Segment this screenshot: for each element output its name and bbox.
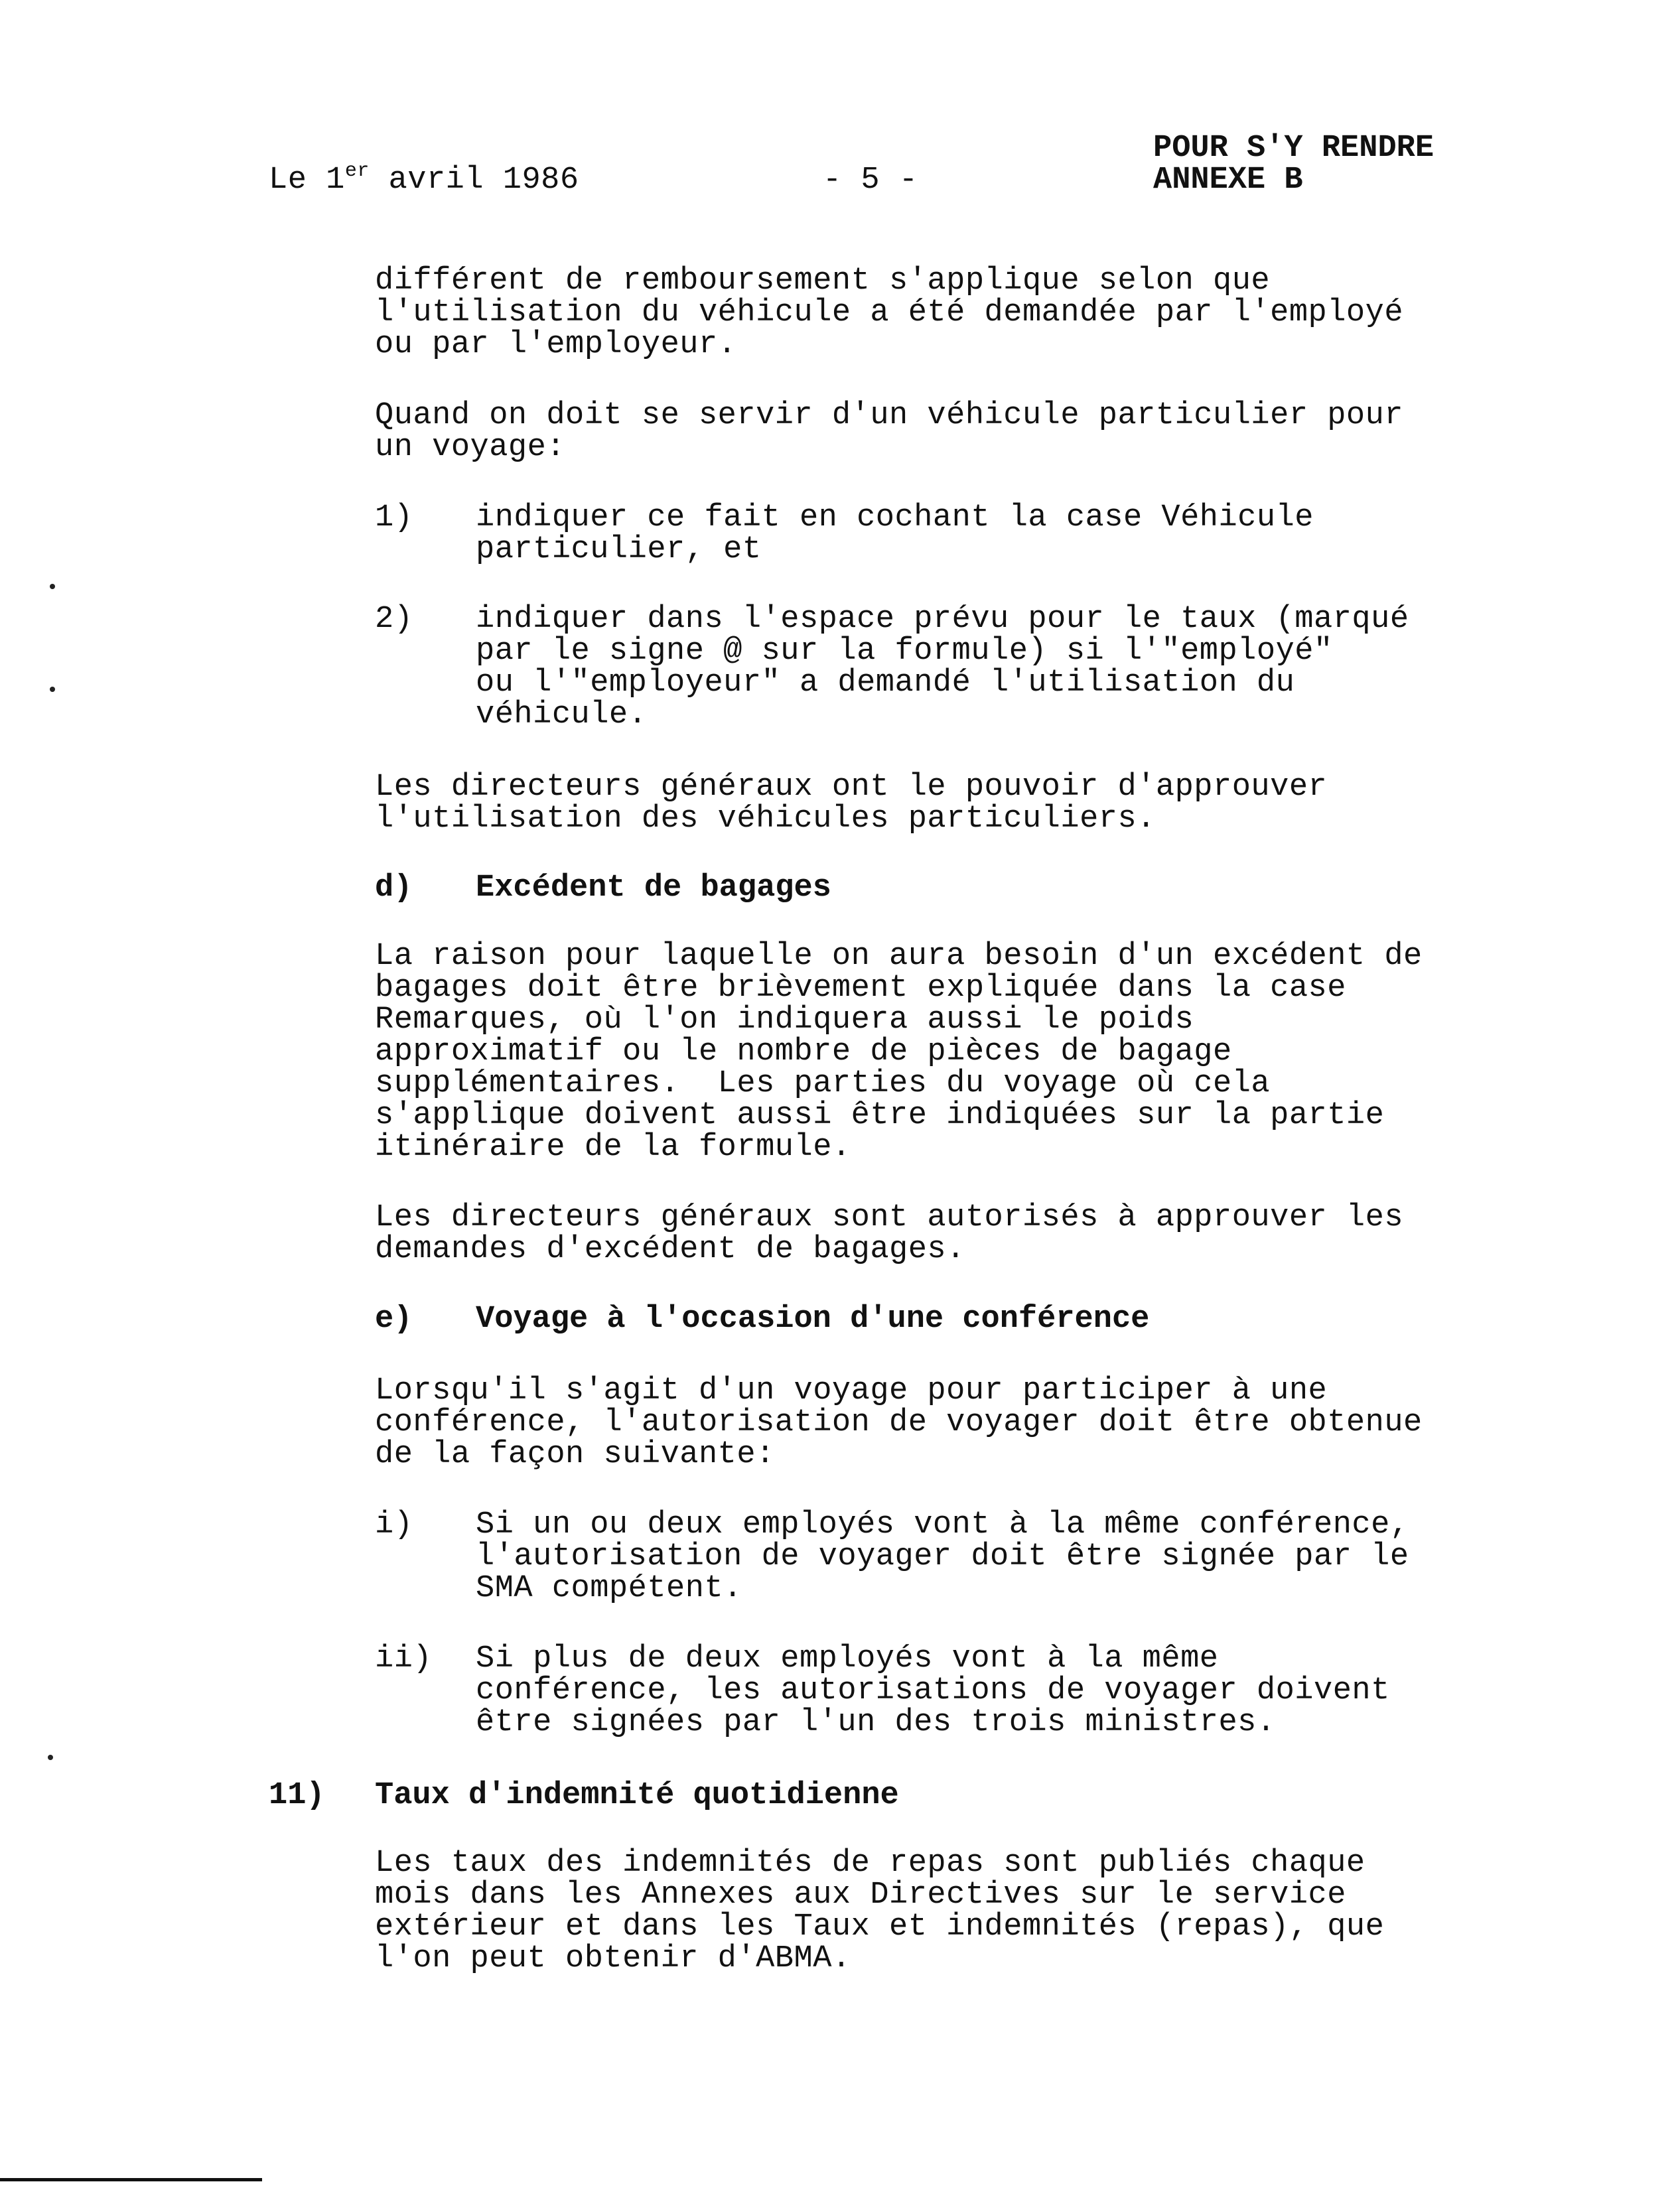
- text-line: de la façon suivante:: [375, 1437, 775, 1472]
- list-marker-i: i): [375, 1507, 413, 1542]
- paragraph-excess-baggage: [375, 941, 1423, 1164]
- text-line: SMA compétent.: [476, 1571, 742, 1606]
- text-line: demandes d'excédent de bagages.: [375, 1232, 965, 1267]
- text-line: l'utilisation du véhicule a été demandée par l'employé: [375, 295, 1404, 330]
- text-line: Si un ou deux employés vont à la même conférence,: [476, 1507, 1409, 1542]
- text-line: Quand on doit se servir d'un véhicule particulier pour: [375, 398, 1404, 433]
- text-line: un voyage:: [375, 430, 566, 465]
- text-line: l'autorisation de voyager doit être signée par le: [476, 1539, 1409, 1574]
- text-line: approximatif ou le nombre de pièces de bagage: [375, 1034, 1232, 1069]
- list-marker-ii: ii): [375, 1641, 433, 1676]
- text-line: supplémentaires. Les parties du voyage où cela: [375, 1066, 1271, 1101]
- text-line: particulier, et: [476, 532, 762, 567]
- header-right-line1: POUR S'Y RENDRE: [1153, 131, 1435, 166]
- page-number: - 5 -: [823, 163, 918, 198]
- paragraph-private-vehicle: [375, 400, 1403, 464]
- text-line: par le signe @ sur la formule) si l'"employé": [476, 634, 1333, 669]
- text-line: mois dans les Annexes aux Directives sur le service: [375, 1878, 1346, 1913]
- paragraph-reimbursement: [375, 265, 1403, 361]
- section-d-title: Excédent de bagages: [476, 870, 831, 906]
- bottom-edge-line: [0, 2178, 262, 2181]
- paragraph-directors-baggage: [375, 1202, 1403, 1266]
- text-line: extérieur et dans les Taux et indemnités (repas), que: [375, 1909, 1385, 1945]
- list-item-i: [476, 1509, 1409, 1605]
- text-line: Lorsqu'il s'agit d'un voyage pour participer à une: [375, 1373, 1328, 1408]
- date-suffix: avril 1986: [369, 163, 579, 198]
- text-line: Si plus de deux employés vont à la même: [476, 1641, 1219, 1676]
- text-line: différent de remboursement s'applique selon que: [375, 263, 1271, 299]
- text-line: véhicule.: [476, 697, 648, 732]
- list-item-2: [476, 604, 1409, 731]
- text-line: La raison pour laquelle on aura besoin d'un excédent de: [375, 939, 1423, 974]
- text-line: Les directeurs généraux ont le pouvoir d'approuver: [375, 770, 1328, 805]
- text-line: conférence, l'autorisation de voyager doit être obtenue: [375, 1405, 1423, 1440]
- header-date: [269, 160, 579, 198]
- scan-speck: [50, 687, 55, 692]
- date-prefix: Le 1: [269, 163, 345, 198]
- scan-speck: [48, 1755, 53, 1760]
- section-11-title: Taux d'indemnité quotidienne: [375, 1778, 899, 1813]
- list-marker-1: 1): [375, 500, 413, 535]
- scan-speck: [50, 584, 55, 589]
- section-e-title: Voyage à l'occasion d'une conférence: [476, 1302, 1150, 1337]
- text-line: Les directeurs généraux sont autorisés à approuver les: [375, 1200, 1404, 1235]
- text-line: Remarques, où l'on indiquera aussi le poids: [375, 1002, 1194, 1038]
- text-line: être signées par l'un des trois ministres.: [476, 1705, 1276, 1740]
- date-superscript: er: [344, 160, 370, 182]
- text-line: itinéraire de la formule.: [375, 1130, 851, 1165]
- paragraph-meal-rates: [375, 1848, 1384, 1975]
- text-line: Les taux des indemnités de repas sont publiés chaque: [375, 1846, 1365, 1881]
- section-e-marker: e): [375, 1302, 413, 1337]
- section-11-marker: 11): [269, 1778, 325, 1813]
- paragraph-directors-vehicles: [375, 772, 1327, 835]
- text-line: bagages doit être brièvement expliquée dans la case: [375, 971, 1346, 1006]
- section-d-marker: d): [375, 870, 413, 906]
- text-line: indiquer dans l'espace prévu pour le taux (marqué: [476, 602, 1409, 637]
- list-item-ii: [476, 1643, 1390, 1739]
- text-line: ou par l'employeur.: [375, 327, 737, 362]
- text-line: indiquer ce fait en cochant la case Véhicule: [476, 500, 1314, 535]
- text-line: l'on peut obtenir d'ABMA.: [375, 1941, 851, 1976]
- text-line: conférence, les autorisations de voyager doivent: [476, 1673, 1390, 1708]
- header-right-line2: ANNEXE B: [1153, 163, 1303, 198]
- list-marker-2: 2): [375, 602, 413, 637]
- text-line: ou l'"employeur" a demandé l'utilisation du: [476, 665, 1295, 701]
- text-line: s'applique doivent aussi être indiquées sur la partie: [375, 1098, 1385, 1133]
- list-item-1: [476, 502, 1314, 566]
- paragraph-conference: [375, 1375, 1423, 1471]
- text-line: l'utilisation des véhicules particuliers.: [375, 801, 1156, 837]
